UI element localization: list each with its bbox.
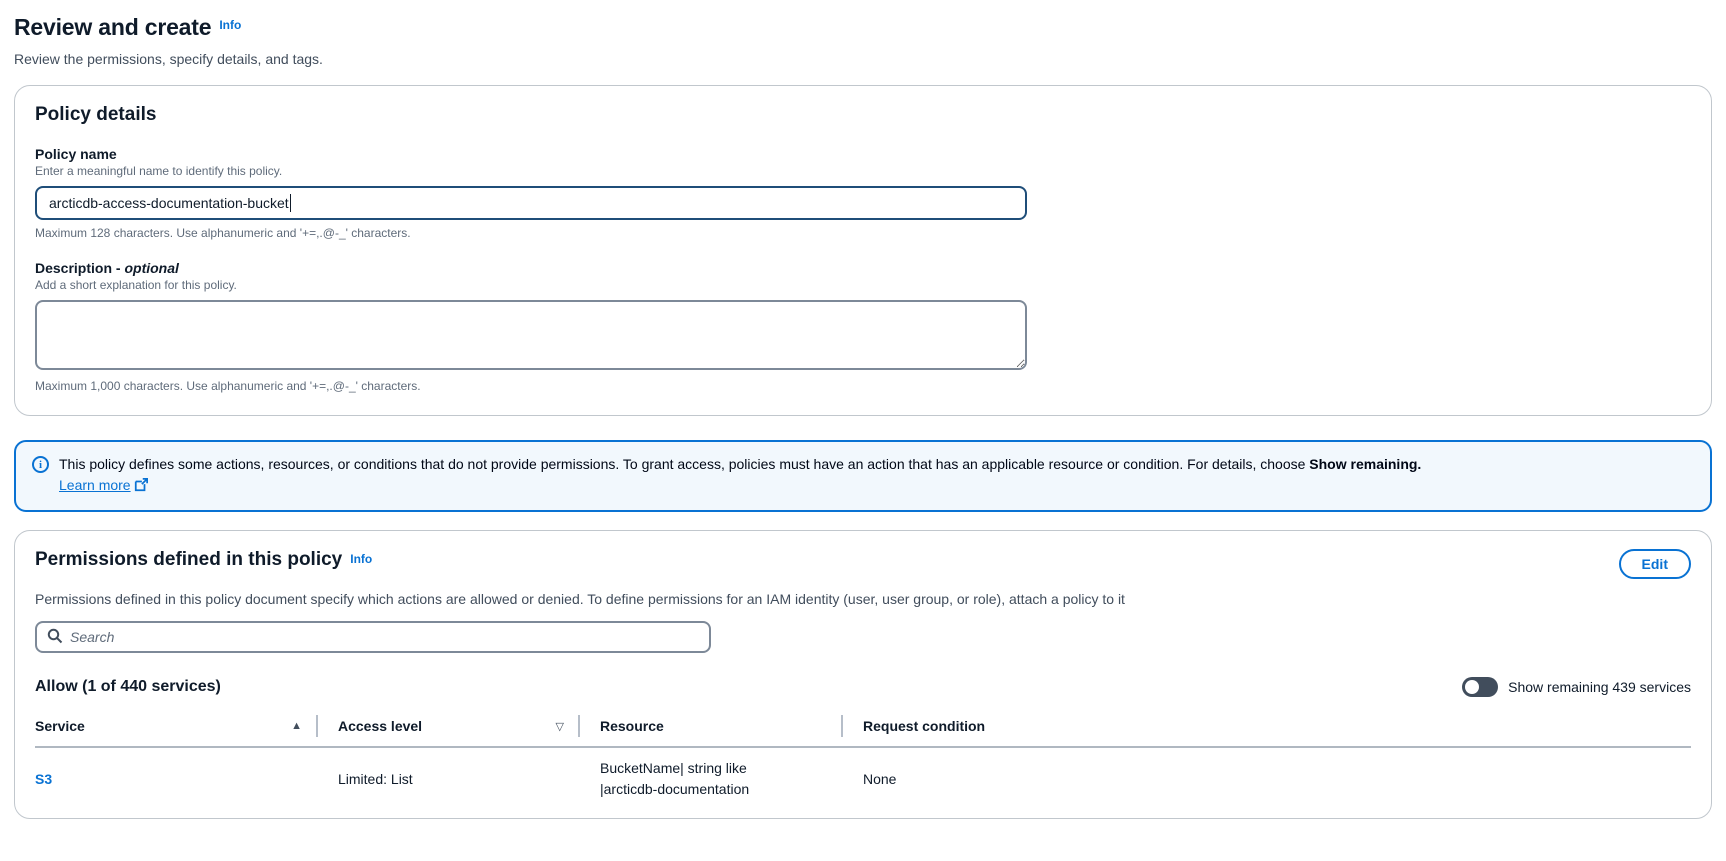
policy-name-constraint: Maximum 128 characters. Use alphanumeric and '+=,.@-_' characters.	[35, 226, 411, 240]
service-cell	[35, 771, 338, 787]
service-link[interactable]: S3	[35, 771, 53, 787]
services-table	[35, 715, 1691, 812]
info-icon: i	[32, 456, 49, 473]
text-caret	[290, 194, 292, 212]
toggle-label: Show remaining 439 services	[1508, 679, 1691, 695]
policy-name-hint: Enter a meaningful name to identify this policy.	[35, 164, 283, 178]
description-label: Description - optional	[35, 260, 179, 276]
sort-ascending-icon[interactable]: ▲	[291, 720, 302, 732]
column-divider	[316, 715, 318, 737]
table-row	[35, 748, 1691, 812]
column-header-request-condition[interactable]: Request condition	[863, 718, 986, 734]
search-icon	[47, 628, 63, 647]
policy-details-card	[14, 85, 1712, 416]
column-header-access-level[interactable]: Access level ▽	[338, 718, 564, 734]
sort-inactive-icon[interactable]: ▽	[555, 720, 564, 733]
toggle-knob	[1465, 680, 1479, 694]
permissions-heading: Permissions defined in this policy Info	[35, 549, 373, 570]
column-divider	[578, 715, 580, 737]
access-level-cell: Limited: List	[338, 771, 413, 787]
permissions-info-link[interactable]: Info	[350, 552, 373, 566]
external-link-icon	[134, 477, 148, 498]
permissions-description: Permissions defined in this policy document specify which actions are allowed or denied. To define permissions for an IAM identity (user, user group, or role), attach a policy to it	[35, 591, 1125, 607]
column-divider	[841, 715, 843, 737]
alert-bold-text: Show remaining.	[1309, 456, 1422, 472]
policy-name-input[interactable]	[35, 186, 1027, 220]
description-optional-label: optional	[124, 260, 179, 276]
description-hint: Add a short explanation for this policy.	[35, 278, 237, 292]
alert-text: This policy defines some actions, resources, or conditions that do not provide permissions. To grant access, policies must have an action that has an applicable resource or condition. For details, choose Show remaining. Learn more	[59, 454, 1459, 498]
show-remaining-toggle[interactable]	[1462, 677, 1691, 697]
page-header	[14, 14, 1712, 67]
allow-summary: Allow (1 of 440 services)	[35, 678, 221, 695]
toggle-switch[interactable]	[1462, 677, 1498, 697]
edit-button[interactable]: Edit	[1619, 549, 1691, 579]
permissions-header-row	[35, 549, 1691, 579]
learn-more-link[interactable]: Learn more	[59, 477, 131, 493]
description-textarea[interactable]	[35, 300, 1027, 370]
page-subtitle: Review the permissions, specify details, and tags.	[14, 51, 323, 67]
policy-name-label: Policy name	[35, 146, 117, 162]
page-title: Review and create	[14, 14, 212, 40]
info-alert	[14, 440, 1712, 512]
description-field	[35, 260, 1691, 393]
policy-details-heading: Policy details	[35, 104, 157, 125]
column-header-resource[interactable]: Resource	[600, 718, 664, 734]
table-header	[35, 715, 1691, 748]
request-condition-cell: None	[863, 771, 897, 787]
search-input[interactable]	[70, 629, 699, 645]
search-box[interactable]	[35, 621, 711, 653]
policy-name-field	[35, 146, 1691, 240]
page-info-link[interactable]: Info	[219, 18, 242, 33]
description-constraint: Maximum 1,000 characters. Use alphanumeric and '+=,.@-_' characters.	[35, 379, 421, 393]
column-header-service[interactable]: Service ▲	[35, 718, 302, 734]
permissions-card	[14, 530, 1712, 819]
policy-name-value: arcticdb-access-documentation-bucket	[49, 195, 289, 211]
resource-cell: BucketName| string like |arcticdb-documentation	[600, 760, 750, 797]
allow-row	[35, 677, 1691, 697]
